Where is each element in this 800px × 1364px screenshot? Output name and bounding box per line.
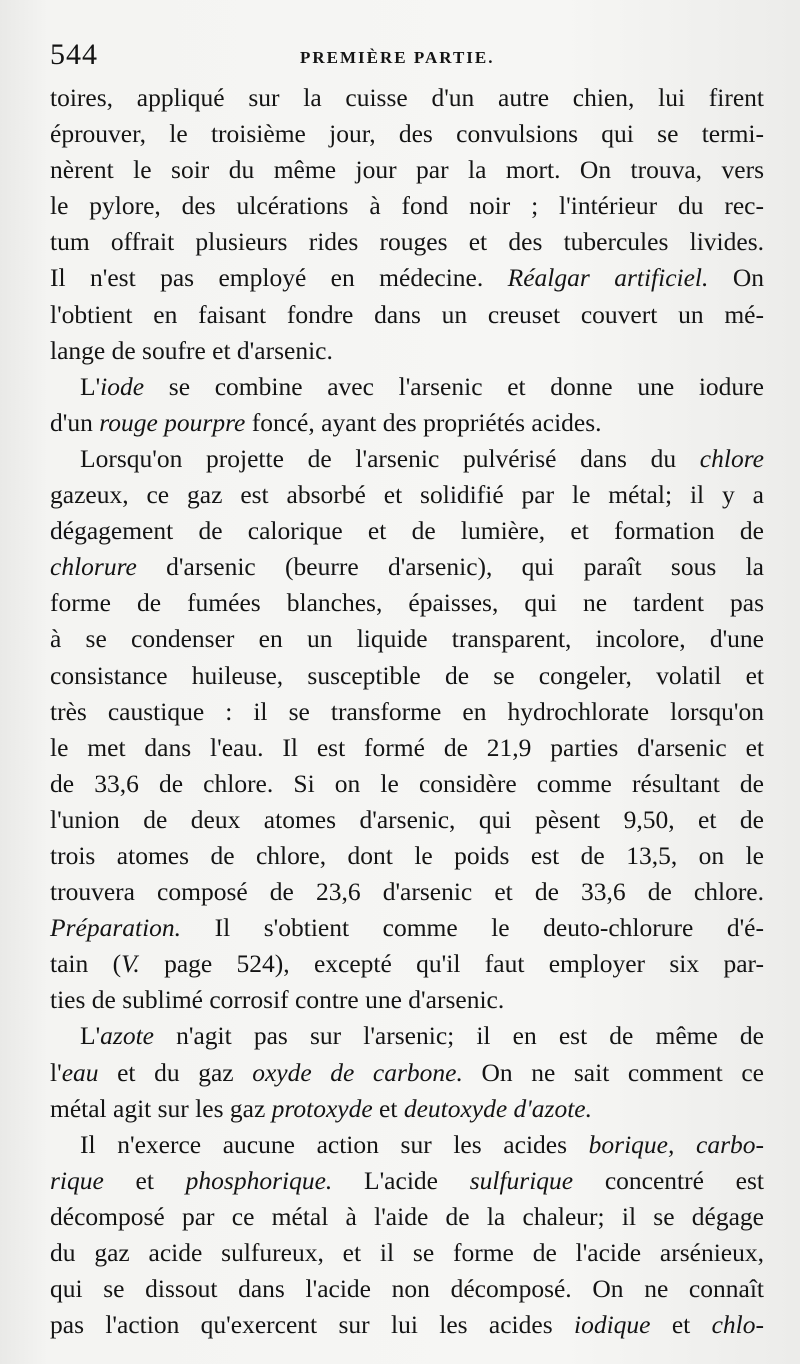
- text-run: pas l'action qu'exercent sur lui les acides: [50, 1310, 574, 1340]
- italic-text: phosphorique.: [185, 1165, 333, 1195]
- text-line: [50, 1127, 764, 1163]
- text-line: [50, 658, 764, 694]
- text-run: et: [103, 1165, 186, 1195]
- text-run: trouvera composé de 23,6 d'arsenic et de 33,6 de chlore.: [50, 877, 764, 907]
- text-run: trois atomes de chlore, dont le poids est de 13,5, on le: [50, 840, 764, 870]
- page-body-text: [50, 80, 764, 1343]
- text-run: L': [80, 1021, 101, 1051]
- text-run: métal agit sur les gaz: [50, 1093, 272, 1123]
- text-line: [50, 405, 764, 441]
- text-line: [50, 946, 764, 982]
- text-line: [50, 224, 764, 260]
- text-run: Il s'obtient comme le deuto-chlorure d'é-: [181, 913, 764, 943]
- italic-text: chlo-: [711, 1310, 765, 1340]
- text-line: [50, 441, 764, 477]
- text-run: de 33,6 de chlore. Si on le considère comme résultant de: [50, 768, 764, 798]
- text-line: [50, 1307, 764, 1343]
- text-line: [50, 80, 764, 116]
- italic-text: borique, carbo-: [588, 1129, 765, 1159]
- text-run: l': [50, 1057, 62, 1087]
- text-line: [50, 297, 764, 333]
- text-line: [50, 369, 764, 405]
- italic-text: protoxyde: [271, 1093, 373, 1123]
- italic-text: rouge pourpre: [99, 407, 246, 437]
- text-run: qui se dissout dans l'acide non décomposé. On ne connaît: [50, 1274, 764, 1304]
- text-run: l'obtient en faisant fondre dans un creuset couvert un mé-: [50, 299, 764, 329]
- page-number: 544: [50, 38, 98, 71]
- italic-text: V.: [121, 949, 140, 979]
- text-line: [50, 982, 764, 1018]
- text-run: d'arsenic (beurre d'arsenic), qui paraît sous la: [136, 552, 764, 582]
- text-run: éprouver, le troisième jour, des convulsions qui se termi-: [50, 119, 764, 149]
- text-line: [50, 766, 764, 802]
- text-run: dégagement de calorique et de lumière, et formation de: [50, 516, 764, 546]
- text-run: lange de soufre et d'arsenic.: [50, 335, 333, 365]
- text-line: [50, 1163, 764, 1199]
- text-run: foncé, ayant des propriétés acides.: [245, 407, 602, 437]
- italic-text: iode: [100, 371, 145, 401]
- text-run: concentré est: [573, 1165, 764, 1195]
- text-run: le pylore, des ulcérations à fond noir ; l'intérieur du rec-: [50, 191, 764, 221]
- text-run: Il n'est pas employé en médecine.: [50, 263, 508, 293]
- text-line: [50, 549, 764, 585]
- text-run: gazeux, ce gaz est absorbé et solidifié par le métal; il y a: [50, 480, 764, 510]
- italic-text: oxyde de carbone.: [252, 1057, 463, 1087]
- text-run: du gaz acide sulfureux, et il se forme de l'acide arsénieux,: [50, 1238, 764, 1267]
- text-run: et: [650, 1310, 712, 1340]
- text-line: [50, 1199, 764, 1235]
- text-run: L'acide: [332, 1165, 470, 1195]
- text-line: [50, 838, 764, 874]
- text-line: [50, 188, 764, 224]
- text-run: à se condenser en un liquide transparent, incolore, d'une: [50, 624, 764, 654]
- text-line: [50, 333, 764, 369]
- italic-text: eau: [61, 1057, 99, 1087]
- italic-text: deutoxyde d'azote.: [403, 1093, 592, 1123]
- text-run: On: [708, 263, 764, 293]
- italic-text: Préparation.: [50, 913, 182, 943]
- text-run: très caustique : il se transforme en hydrochlorate lorsqu'on: [50, 696, 764, 726]
- text-run: consistance huileuse, susceptible de se congeler, volatil et: [50, 660, 764, 690]
- text-run: On ne sait comment ce: [462, 1057, 764, 1087]
- italic-text: Réalgar artificiel.: [507, 263, 709, 293]
- text-run: page 524), excepté qu'il faut employer six par-: [139, 949, 764, 979]
- text-line: [50, 513, 764, 549]
- text-run: tum offrait plusieurs rides rouges et des tubercules livides.: [50, 227, 764, 257]
- text-run: L': [80, 371, 101, 401]
- text-line: [50, 1235, 764, 1271]
- text-line: [50, 1018, 764, 1054]
- text-run: nèrent le soir du même jour par la mort. On trouva, vers: [50, 155, 764, 185]
- text-line: [50, 477, 764, 513]
- text-run: ties de sublimé corrosif contre une d'arsenic.: [50, 985, 505, 1015]
- page-header: [50, 38, 760, 78]
- italic-text: sulfurique: [469, 1165, 574, 1195]
- text-line: [50, 1055, 764, 1091]
- text-run: Lorsqu'on projette de l'arsenic pulvérisé dans du: [80, 443, 700, 473]
- text-run: d'un: [50, 407, 100, 437]
- text-run: n'agit pas sur l'arsenic; il en est de même de: [154, 1021, 764, 1051]
- text-line: [50, 585, 764, 621]
- text-run: et: [372, 1093, 404, 1123]
- running-title: PREMIÈRE PARTIE.: [300, 48, 495, 67]
- text-run: forme de fumées blanches, épaisses, qui ne tardent pas: [50, 588, 764, 618]
- text-run: décomposé par ce métal à l'aide de la chaleur; il se dégage: [50, 1201, 764, 1231]
- text-run: le met dans l'eau. Il est formé de 21,9 parties d'arsenic et: [50, 732, 764, 762]
- text-line: [50, 910, 764, 946]
- text-run: tain (: [50, 949, 122, 979]
- italic-text: azote: [100, 1021, 154, 1051]
- text-run: l'union de deux atomes d'arsenic, qui pèsent 9,50, et de: [50, 804, 764, 834]
- text-line: [50, 1271, 764, 1307]
- text-run: toires, appliqué sur la cuisse d'un autre chien, lui firent: [50, 83, 764, 112]
- text-run: et du gaz: [98, 1057, 253, 1087]
- italic-text: rique: [50, 1165, 104, 1195]
- text-run: Il n'exerce aucune action sur les acides: [80, 1129, 589, 1159]
- text-line: [50, 802, 764, 838]
- text-line: [50, 694, 764, 730]
- text-line: [50, 116, 764, 152]
- italic-text: chlore: [699, 443, 764, 473]
- text-line: [50, 730, 764, 766]
- text-line: [50, 260, 764, 296]
- text-run: se combine avec l'arsenic et donne une iodure: [144, 371, 764, 401]
- italic-text: chlorure: [50, 552, 137, 582]
- text-line: [50, 621, 764, 657]
- italic-text: iodique: [574, 1310, 651, 1340]
- text-line: [50, 874, 764, 910]
- text-line: [50, 152, 764, 188]
- text-line: [50, 1091, 764, 1127]
